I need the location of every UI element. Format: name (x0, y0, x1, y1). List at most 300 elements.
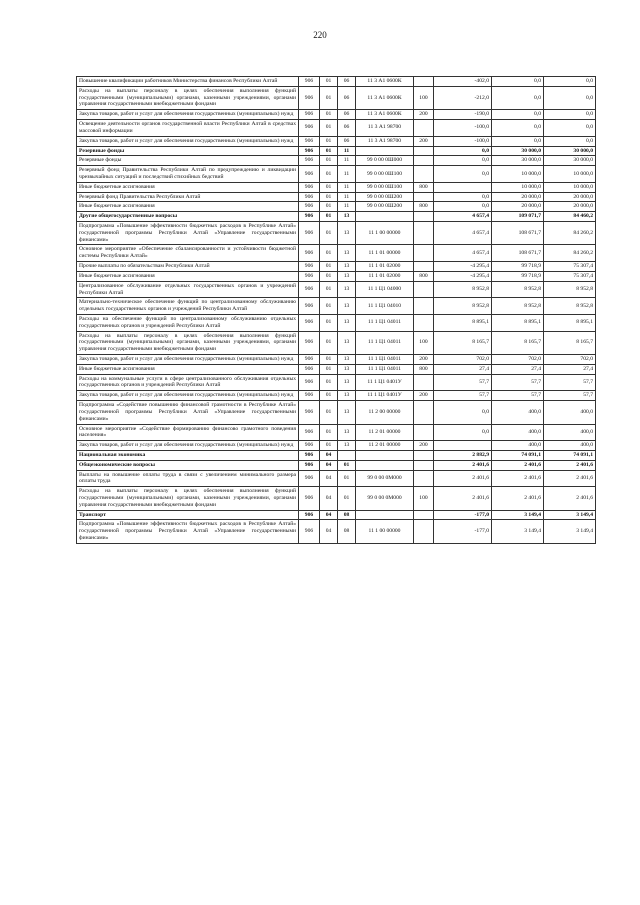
subsection-code-cell: 06 (338, 120, 356, 137)
table-row (77, 450, 596, 460)
row-name-cell: Прочие выплаты по обязательствам Республики Алтай (77, 262, 299, 272)
amount-change-cell: 2 882,9 (434, 450, 492, 460)
amount-year2-cell: 10 000,0 (492, 182, 544, 192)
subsection-code-cell: 11 (338, 146, 356, 156)
row-name-cell: Расходы на выплаты персоналу в целях обеспечения выполнения функций государственными (муниципальными) органами, казенными учреждениями, органами управления государственными внебюджетными фондами (77, 487, 299, 510)
expense-type-cell: 800 (414, 182, 434, 192)
target-article-cell: 99 0 00 0Ш000 (356, 156, 414, 166)
section-code-cell: 04 (320, 450, 338, 460)
amount-year3-cell: 400,0 (544, 424, 596, 441)
subsection-code-cell: 13 (338, 391, 356, 401)
row-name-cell: Резервный фонд Правительства Республики Алтай по предупреждению и ликвидации чрезвычайных ситуаций и последствий стихийных бедствий (77, 166, 299, 183)
row-name-cell: Транспорт (77, 510, 299, 520)
amount-year3-cell: 84 260,2 (544, 245, 596, 262)
subsection-code-cell: 13 (338, 424, 356, 441)
ved-code-cell: 906 (299, 450, 320, 460)
section-code-cell: 01 (320, 271, 338, 281)
subsection-code-cell: 11 (338, 192, 356, 202)
table-row (77, 298, 596, 315)
amount-year2-cell: 2 401,6 (492, 487, 544, 510)
target-article-cell (356, 460, 414, 470)
section-code-cell: 01 (320, 245, 338, 262)
section-code-cell: 01 (320, 298, 338, 315)
subsection-code-cell: 08 (338, 520, 356, 543)
expense-type-cell: 100 (414, 487, 434, 510)
ved-code-cell: 906 (299, 520, 320, 543)
expense-type-cell (414, 520, 434, 543)
amount-change-cell: -190,0 (434, 110, 492, 120)
target-article-cell: 11 1 Ц1 04011 (356, 364, 414, 374)
amount-change-cell: -212,0 (434, 86, 492, 109)
expense-type-cell (414, 120, 434, 137)
subsection-code-cell: 01 (338, 460, 356, 470)
target-article-cell: 99 0 00 0Ш100 (356, 182, 414, 192)
amount-year3-cell: 84 460,2 (544, 212, 596, 222)
subsection-code-cell (338, 450, 356, 460)
table-row (77, 146, 596, 156)
amount-change-cell: -4 295,4 (434, 271, 492, 281)
expense-type-cell (414, 281, 434, 298)
target-article-cell: 11 3 А1 98700 (356, 120, 414, 137)
table-row (77, 281, 596, 298)
row-name-cell: Подпрограмма «Повышение эффективности бюджетных расходов в Республике Алтай» государственной программы Республики Алтай «Управление государственными финансами» (77, 222, 299, 245)
section-code-cell: 04 (320, 460, 338, 470)
expense-type-cell: 800 (414, 364, 434, 374)
amount-year3-cell: 10 000,0 (544, 182, 596, 192)
ved-code-cell: 906 (299, 470, 320, 487)
table-row (77, 245, 596, 262)
row-name-cell: Иные бюджетные ассигнования (77, 271, 299, 281)
target-article-cell: 11 3 А1 0600К (356, 110, 414, 120)
subsection-code-cell: 06 (338, 110, 356, 120)
amount-year3-cell: 75 307,4 (544, 271, 596, 281)
row-name-cell: Расходы на выплаты персоналу в целях обеспечения выполнения функций государственными (муниципальными) органами, казенными учреждениями, органами управления государственными внебюджетными фондами (77, 331, 299, 354)
amount-change-cell: 0,0 (434, 156, 492, 166)
ved-code-cell: 906 (299, 110, 320, 120)
expense-type-cell (414, 401, 434, 424)
amount-change-cell: -177,0 (434, 510, 492, 520)
table-row (77, 487, 596, 510)
amount-year2-cell: 10 000,0 (492, 166, 544, 183)
table-row (77, 314, 596, 331)
amount-year2-cell: 400,0 (492, 401, 544, 424)
subsection-code-cell: 13 (338, 245, 356, 262)
target-article-cell: 11 1 Ц1 04000 (356, 281, 414, 298)
ved-code-cell: 906 (299, 146, 320, 156)
row-name-cell: Расходы на обеспечение функций по централизованному обслуживанию отдельных государственных органов и учреждений Республики Алтай (77, 314, 299, 331)
section-code-cell: 01 (320, 136, 338, 146)
expense-type-cell (414, 424, 434, 441)
section-code-cell: 01 (320, 212, 338, 222)
amount-year3-cell: 0,0 (544, 110, 596, 120)
target-article-cell: 11 2 00 00000 (356, 401, 414, 424)
table-row (77, 156, 596, 166)
amount-year3-cell: 8 952,8 (544, 281, 596, 298)
table-row (77, 364, 596, 374)
amount-year2-cell: 8 952,8 (492, 298, 544, 315)
amount-change-cell (434, 182, 492, 192)
subsection-code-cell: 13 (338, 281, 356, 298)
table-row (77, 262, 596, 272)
ved-code-cell: 906 (299, 182, 320, 192)
target-article-cell: 99 0 00 0М000 (356, 487, 414, 510)
table-row (77, 166, 596, 183)
table-row (77, 271, 596, 281)
table-row (77, 120, 596, 137)
row-name-cell: Резервный фонд Правительства Республики Алтай (77, 192, 299, 202)
section-code-cell: 01 (320, 441, 338, 451)
row-name-cell: Освещение деятельности органов государственной власти Республики Алтай в средствах массовой информации (77, 120, 299, 137)
ved-code-cell: 906 (299, 314, 320, 331)
row-name-cell: Закупка товаров, работ и услуг для обеспечения государственных (муниципальных) нужд (77, 136, 299, 146)
ved-code-cell: 906 (299, 86, 320, 109)
target-article-cell: 11 1 00 00000 (356, 222, 414, 245)
amount-year3-cell: 30 000,0 (544, 156, 596, 166)
amount-year3-cell: 0,0 (544, 86, 596, 109)
ved-code-cell: 906 (299, 262, 320, 272)
amount-year3-cell: 20 000,0 (544, 192, 596, 202)
expense-type-cell: 200 (414, 391, 434, 401)
row-name-cell: Централизованное обслуживание отдельных государственных органов и учреждений Республики Алтай (77, 281, 299, 298)
row-name-cell: Расходы на выплаты персоналу в целях обеспечения выполнения функций государственными (муниципальными) органами, казенными учреждениями, органами управления государственными внебюджетными фондами (77, 86, 299, 109)
subsection-code-cell: 06 (338, 77, 356, 87)
ved-code-cell: 906 (299, 487, 320, 510)
amount-year3-cell: 8 952,8 (544, 298, 596, 315)
row-name-cell: Основное мероприятие «Обеспечение сбалансированности и устойчивости бюджетной системы Республики Алтай» (77, 245, 299, 262)
target-article-cell: 11 1 Ц1 0401У (356, 391, 414, 401)
subsection-code-cell: 01 (338, 470, 356, 487)
target-article-cell: 11 1 01 00000 (356, 245, 414, 262)
amount-year3-cell: 400,0 (544, 401, 596, 424)
section-code-cell: 04 (320, 510, 338, 520)
subsection-code-cell: 01 (338, 487, 356, 510)
section-code-cell: 01 (320, 146, 338, 156)
row-name-cell: Иные бюджетные ассигнования (77, 202, 299, 212)
amount-year2-cell: 3 149,4 (492, 520, 544, 543)
amount-change-cell: 4 657,4 (434, 222, 492, 245)
ved-code-cell: 906 (299, 401, 320, 424)
page-number: 220 (313, 30, 327, 40)
amount-change-cell: 8 952,8 (434, 298, 492, 315)
target-article-cell: 11 1 Ц1 04011 (356, 314, 414, 331)
section-code-cell: 01 (320, 374, 338, 391)
subsection-code-cell: 11 (338, 166, 356, 183)
row-name-cell: Общеэкономические вопросы (77, 460, 299, 470)
expense-type-cell (414, 222, 434, 245)
amount-year3-cell: 2 401,6 (544, 460, 596, 470)
ved-code-cell: 906 (299, 331, 320, 354)
amount-year3-cell: 8 165,7 (544, 331, 596, 354)
ved-code-cell: 906 (299, 460, 320, 470)
ved-code-cell: 906 (299, 156, 320, 166)
expense-type-cell (414, 156, 434, 166)
row-name-cell: Закупка товаров, работ и услуг для обеспечения государственных (муниципальных) нужд (77, 391, 299, 401)
expense-type-cell (414, 146, 434, 156)
table-row (77, 374, 596, 391)
table-row (77, 520, 596, 543)
section-code-cell: 01 (320, 222, 338, 245)
subsection-code-cell: 13 (338, 271, 356, 281)
ved-code-cell: 906 (299, 441, 320, 451)
expense-type-cell: 200 (414, 136, 434, 146)
section-code-cell: 01 (320, 202, 338, 212)
row-name-cell: Закупка товаров, работ и услуг для обеспечения государственных (муниципальных) нужд (77, 441, 299, 451)
amount-year2-cell: 0,0 (492, 120, 544, 137)
expense-type-cell: 200 (414, 110, 434, 120)
amount-year2-cell: 20 000,0 (492, 192, 544, 202)
amount-year3-cell: 57,7 (544, 391, 596, 401)
table-row (77, 460, 596, 470)
expense-type-cell: 100 (414, 331, 434, 354)
table-row (77, 510, 596, 520)
expense-type-cell: 800 (414, 271, 434, 281)
amount-change-cell: -402,0 (434, 77, 492, 87)
table-row (77, 355, 596, 365)
row-name-cell: Резервные фонды (77, 146, 299, 156)
ved-code-cell: 906 (299, 374, 320, 391)
row-name-cell: Иные бюджетные ассигнования (77, 182, 299, 192)
amount-year3-cell: 74 091,1 (544, 450, 596, 460)
ved-code-cell: 906 (299, 424, 320, 441)
ved-code-cell: 906 (299, 136, 320, 146)
subsection-code-cell: 13 (338, 374, 356, 391)
amount-year3-cell: 84 260,2 (544, 222, 596, 245)
expense-type-cell (414, 314, 434, 331)
expense-type-cell: 200 (414, 441, 434, 451)
expense-type-cell: 800 (414, 202, 434, 212)
amount-year3-cell: 400,0 (544, 441, 596, 451)
expense-type-cell (414, 510, 434, 520)
expense-type-cell (414, 77, 434, 87)
amount-year2-cell: 99 718,9 (492, 271, 544, 281)
amount-change-cell (434, 441, 492, 451)
row-name-cell: Материально-техническое обеспечение функций по централизованному обслуживанию отдельных государственных органов и учреждений Республики Алтай (77, 298, 299, 315)
amount-year2-cell: 3 149,4 (492, 510, 544, 520)
amount-year2-cell: 99 718,9 (492, 262, 544, 272)
amount-change-cell: 0,0 (434, 166, 492, 183)
amount-year2-cell: 74 091,1 (492, 450, 544, 460)
ved-code-cell: 906 (299, 212, 320, 222)
amount-year3-cell: 57,7 (544, 374, 596, 391)
table-row (77, 441, 596, 451)
amount-year2-cell: 20 000,0 (492, 202, 544, 212)
amount-year2-cell: 702,0 (492, 355, 544, 365)
amount-year3-cell: 10 000,0 (544, 166, 596, 183)
section-code-cell: 01 (320, 355, 338, 365)
amount-year3-cell: 27,4 (544, 364, 596, 374)
expense-type-cell (414, 450, 434, 460)
amount-year2-cell: 0,0 (492, 77, 544, 87)
expense-type-cell (414, 460, 434, 470)
amount-year2-cell: 2 401,6 (492, 460, 544, 470)
amount-year2-cell: 8 895,1 (492, 314, 544, 331)
row-name-cell: Другие общегосударственные вопросы (77, 212, 299, 222)
target-article-cell: 99 0 00 0Ш200 (356, 192, 414, 202)
target-article-cell: 11 1 01 02000 (356, 271, 414, 281)
table-row (77, 202, 596, 212)
target-article-cell: 11 1 Ц1 04010 (356, 298, 414, 315)
row-name-cell: Резервные фонды (77, 156, 299, 166)
row-name-cell: Национальная экономика (77, 450, 299, 460)
section-code-cell: 01 (320, 192, 338, 202)
amount-change-cell: 2 401,6 (434, 487, 492, 510)
table-row (77, 86, 596, 109)
ved-code-cell: 906 (299, 271, 320, 281)
amount-year3-cell: 3 149,4 (544, 510, 596, 520)
section-code-cell: 01 (320, 77, 338, 87)
expense-type-cell (414, 192, 434, 202)
amount-change-cell: 0,0 (434, 401, 492, 424)
section-code-cell: 01 (320, 314, 338, 331)
amount-change-cell: 2 401,6 (434, 470, 492, 487)
row-name-cell: Иные бюджетные ассигнования (77, 364, 299, 374)
expense-type-cell (414, 374, 434, 391)
row-name-cell: Выплаты на повышение оплаты труда в связи с увеличением минимального размера оплаты труда (77, 470, 299, 487)
amount-year2-cell: 0,0 (492, 86, 544, 109)
subsection-code-cell: 11 (338, 156, 356, 166)
amount-change-cell: -100,0 (434, 120, 492, 137)
subsection-code-cell: 13 (338, 331, 356, 354)
ved-code-cell: 906 (299, 355, 320, 365)
amount-year2-cell: 57,7 (492, 374, 544, 391)
amount-change-cell: 0,0 (434, 192, 492, 202)
ved-code-cell: 906 (299, 364, 320, 374)
amount-year3-cell: 702,0 (544, 355, 596, 365)
amount-change-cell: 8 165,7 (434, 331, 492, 354)
amount-year2-cell: 8 952,8 (492, 281, 544, 298)
amount-year2-cell: 0,0 (492, 110, 544, 120)
ved-code-cell: 906 (299, 298, 320, 315)
expense-type-cell: 200 (414, 355, 434, 365)
row-name-cell: Расходы на коммунальные услуги в сфере централизованного обслуживания отдельных государственных органов и учреждений Республики Алтай (77, 374, 299, 391)
target-article-cell: 11 1 Ц1 0401У (356, 374, 414, 391)
target-article-cell: 11 2 01 00000 (356, 441, 414, 451)
amount-change-cell: 8 952,8 (434, 281, 492, 298)
subsection-code-cell: 06 (338, 136, 356, 146)
target-article-cell: 11 1 Ц1 04011 (356, 355, 414, 365)
amount-year3-cell: 0,0 (544, 120, 596, 137)
table-row (77, 222, 596, 245)
ved-code-cell: 906 (299, 510, 320, 520)
target-article-cell: 11 1 Ц1 04011 (356, 331, 414, 354)
amount-year2-cell: 400,0 (492, 424, 544, 441)
expense-type-cell (414, 298, 434, 315)
expense-type-cell: 100 (414, 86, 434, 109)
amount-change-cell: 57,7 (434, 391, 492, 401)
ved-code-cell: 906 (299, 245, 320, 262)
section-code-cell: 01 (320, 262, 338, 272)
amount-year2-cell: 400,0 (492, 441, 544, 451)
target-article-cell: 11 1 00 00000 (356, 520, 414, 543)
amount-year3-cell: 75 307,4 (544, 262, 596, 272)
amount-year3-cell: 2 401,6 (544, 487, 596, 510)
amount-change-cell: 4 657,4 (434, 212, 492, 222)
amount-year3-cell: 3 149,4 (544, 520, 596, 543)
subsection-code-cell: 13 (338, 364, 356, 374)
amount-year2-cell: 30 000,0 (492, 156, 544, 166)
table-row (77, 391, 596, 401)
amount-year3-cell: 8 895,1 (544, 314, 596, 331)
amount-change-cell: -100,0 (434, 136, 492, 146)
target-article-cell: 11 1 01 02000 (356, 262, 414, 272)
subsection-code-cell: 13 (338, 441, 356, 451)
table-row (77, 110, 596, 120)
table-row (77, 424, 596, 441)
section-code-cell: 04 (320, 487, 338, 510)
target-article-cell: 99 0 00 0Ш200 (356, 202, 414, 212)
amount-change-cell: 0,0 (434, 202, 492, 212)
section-code-cell: 01 (320, 86, 338, 109)
subsection-code-cell: 11 (338, 182, 356, 192)
row-name-cell: Основное мероприятие «Содействие формированию финансово грамотного поведения населения» (77, 424, 299, 441)
target-article-cell: 11 3 А1 0600К (356, 86, 414, 109)
amount-change-cell: -177,0 (434, 520, 492, 543)
row-name-cell: Закупка товаров, работ и услуг для обеспечения государственных (муниципальных) нужд (77, 355, 299, 365)
row-name-cell: Повышение квалификации работников Министерства финансов Республики Алтай (77, 77, 299, 87)
amount-year2-cell: 57,7 (492, 391, 544, 401)
section-code-cell: 04 (320, 470, 338, 487)
amount-year3-cell: 30 000,0 (544, 146, 596, 156)
section-code-cell: 01 (320, 182, 338, 192)
row-name-cell: Закупка товаров, работ и услуг для обеспечения государственных (муниципальных) нужд (77, 110, 299, 120)
table-row (77, 401, 596, 424)
target-article-cell (356, 146, 414, 156)
target-article-cell (356, 212, 414, 222)
subsection-code-cell: 13 (338, 401, 356, 424)
budget-table (76, 76, 596, 544)
subsection-code-cell: 13 (338, 222, 356, 245)
expense-type-cell (414, 212, 434, 222)
ved-code-cell: 906 (299, 202, 320, 212)
section-code-cell: 01 (320, 424, 338, 441)
ved-code-cell: 906 (299, 120, 320, 137)
amount-year2-cell: 27,4 (492, 364, 544, 374)
amount-year3-cell: 0,0 (544, 136, 596, 146)
section-code-cell: 01 (320, 166, 338, 183)
expense-type-cell (414, 166, 434, 183)
table-row (77, 77, 596, 87)
section-code-cell: 01 (320, 120, 338, 137)
amount-change-cell: 0,0 (434, 424, 492, 441)
ved-code-cell: 906 (299, 77, 320, 87)
ved-code-cell: 906 (299, 391, 320, 401)
amount-change-cell: 4 657,4 (434, 245, 492, 262)
table-row (77, 136, 596, 146)
amount-change-cell: 0,0 (434, 146, 492, 156)
amount-change-cell: 2 401,6 (434, 460, 492, 470)
budget-table-body (77, 77, 596, 544)
table-row (77, 182, 596, 192)
section-code-cell: 01 (320, 391, 338, 401)
subsection-code-cell: 13 (338, 298, 356, 315)
subsection-code-cell: 08 (338, 510, 356, 520)
section-code-cell: 04 (320, 520, 338, 543)
ved-code-cell: 906 (299, 192, 320, 202)
section-code-cell: 01 (320, 156, 338, 166)
amount-year2-cell: 108 671,7 (492, 245, 544, 262)
ved-code-cell: 906 (299, 281, 320, 298)
section-code-cell: 01 (320, 281, 338, 298)
row-name-cell: Подпрограмма «Повышение эффективности бюджетных расходов в Республике Алтай» государственной программы Республики Алтай «Управление государственными финансами» (77, 520, 299, 543)
section-code-cell: 01 (320, 364, 338, 374)
target-article-cell: 11 3 А1 0600К (356, 77, 414, 87)
amount-year2-cell: 0,0 (492, 136, 544, 146)
table-row (77, 331, 596, 354)
target-article-cell: 99 0 00 0Ш100 (356, 166, 414, 183)
subsection-code-cell: 11 (338, 202, 356, 212)
amount-year3-cell: 2 401,6 (544, 470, 596, 487)
expense-type-cell (414, 262, 434, 272)
